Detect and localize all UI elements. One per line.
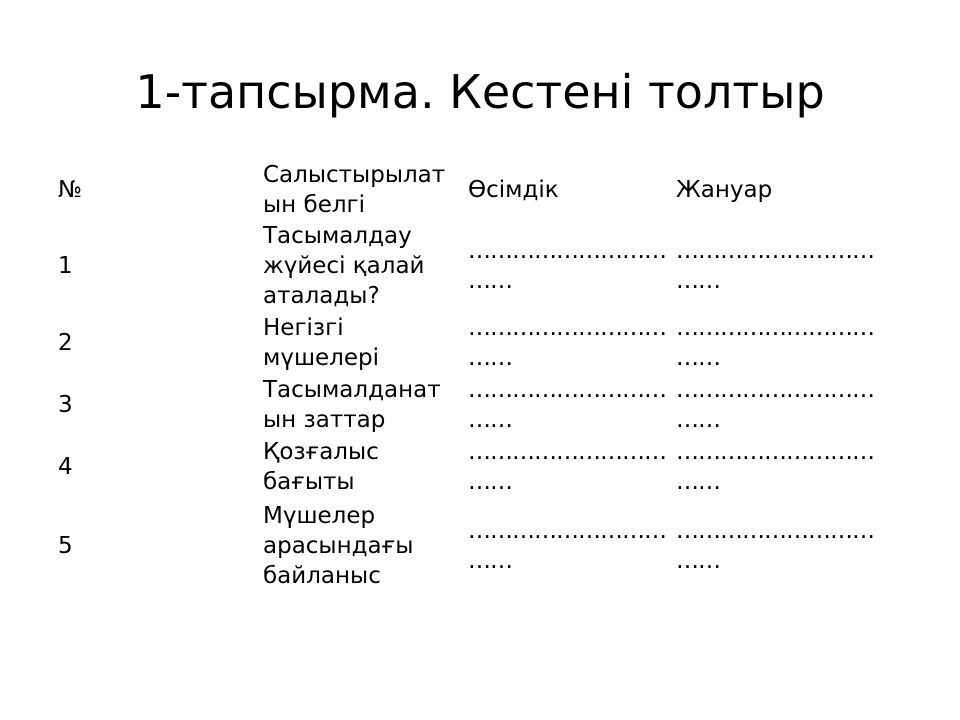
row-num: 3: [58, 392, 73, 418]
row-feature: Мүшелер арасындағы байланыс: [263, 503, 414, 589]
header-animal: Жануар: [676, 177, 773, 203]
row-num: 5: [58, 533, 73, 559]
row-num-cell: [55, 312, 263, 374]
row-num-cell: [55, 374, 263, 436]
row-num: 4: [58, 454, 73, 480]
animal-blank[interactable]: ……………………… ……: [676, 439, 874, 495]
row-feature-cell: [263, 374, 468, 436]
animal-blank[interactable]: ……………………… ……: [676, 315, 874, 371]
row-num-cell: [55, 436, 263, 498]
table-row: [55, 436, 886, 498]
animal-blank[interactable]: ……………………… ……: [676, 518, 874, 574]
row-feature: Тасымалдау жүйесі қалай аталады?: [263, 223, 425, 309]
plant-blank[interactable]: ……………………… ……: [468, 518, 666, 574]
row-feature-cell: [263, 498, 468, 594]
row-plant-cell[interactable]: [468, 374, 676, 436]
row-num-cell: [55, 498, 263, 594]
row-num: 2: [58, 330, 73, 356]
animal-blank[interactable]: ……………………… ……: [676, 238, 874, 294]
row-feature-cell: [263, 220, 468, 312]
header-feature: Салыстырылат ын белгі: [263, 162, 446, 218]
table-row: [55, 374, 886, 436]
table-row: [55, 498, 886, 594]
row-animal-cell[interactable]: [676, 220, 886, 312]
header-plant-cell: [468, 160, 676, 220]
header-num: №: [58, 177, 82, 203]
row-feature-cell: [263, 312, 468, 374]
row-animal-cell[interactable]: [676, 498, 886, 594]
slide-title: 1-тапсырма. Кестені толтыр: [135, 65, 825, 119]
table-row: [55, 312, 886, 374]
row-plant-cell[interactable]: [468, 498, 676, 594]
row-plant-cell[interactable]: [468, 312, 676, 374]
table-header-row: [55, 160, 886, 220]
row-feature: Қозғалыс бағыты: [263, 439, 379, 495]
animal-blank[interactable]: ……………………… ……: [676, 377, 874, 433]
header-num-cell: [55, 160, 263, 220]
plant-blank[interactable]: ……………………… ……: [468, 377, 666, 433]
table-row: [55, 220, 886, 312]
row-feature: Негізгі мүшелері: [263, 315, 379, 371]
header-animal-cell: [676, 160, 886, 220]
row-animal-cell[interactable]: [676, 374, 886, 436]
plant-blank[interactable]: ……………………… ……: [468, 238, 666, 294]
row-animal-cell[interactable]: [676, 436, 886, 498]
row-num-cell: [55, 220, 263, 312]
header-plant: Өсімдік: [468, 177, 559, 203]
row-num: 1: [58, 253, 73, 279]
comparison-table: [55, 160, 886, 594]
row-animal-cell[interactable]: [676, 312, 886, 374]
plant-blank[interactable]: ……………………… ……: [468, 315, 666, 371]
row-plant-cell[interactable]: [468, 220, 676, 312]
row-plant-cell[interactable]: [468, 436, 676, 498]
header-feature-cell: [263, 160, 468, 220]
row-feature: Тасымалданат ын заттар: [263, 377, 441, 433]
row-feature-cell: [263, 436, 468, 498]
plant-blank[interactable]: ……………………… ……: [468, 439, 666, 495]
